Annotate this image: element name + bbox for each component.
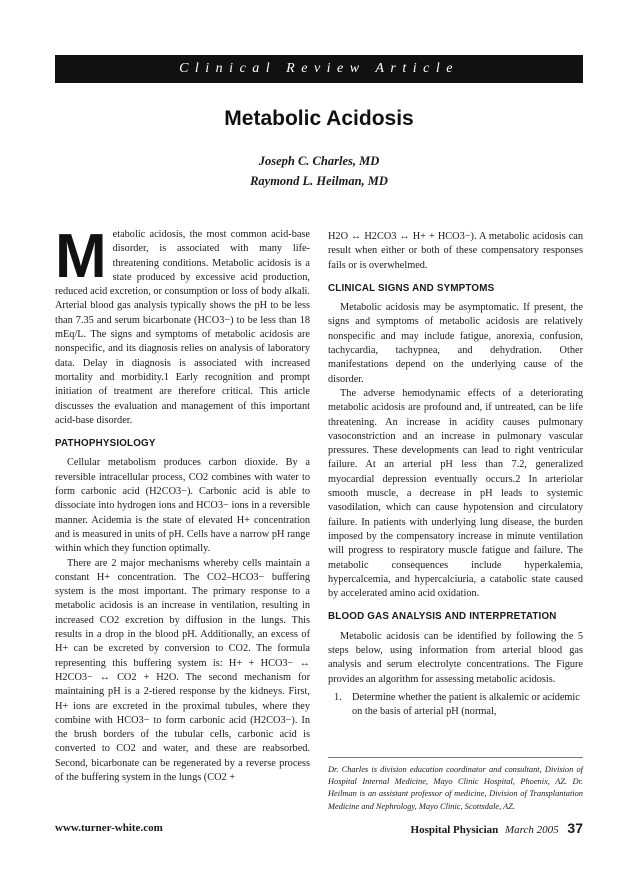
intro-paragraph bbox=[55, 222, 310, 428]
article-type-label: Clinical Review Article bbox=[179, 61, 459, 76]
paragraph: Cellular metabolism produces carbon dioxide. By a reversible intracellular process, CO2 combines with water to form carbonic acid (H2CO3−). Carbonic acid is able to dissociate into hydrogen ions and HCO3− ions in a reversible manner. Acidemia is the state of elevated H+ concentration and is measured in units of pH. Cells have a narrow pH range within which they function optimally. bbox=[55, 457, 310, 555]
section-heading-pathophysiology: PATHOPHYSIOLOGY bbox=[55, 438, 156, 450]
footnote-divider bbox=[328, 757, 583, 758]
right-column bbox=[328, 230, 583, 720]
paragraph: Metabolic acidosis may be asymptomatic. If present, the signs and symptoms of metabolic acidosis are relatively nonspecific and may include fatigue, anorexia, confusion, tachycardia, tachypnea, and dehydration. Other manifestations depend on the underlying cause of the disorder. bbox=[328, 302, 583, 385]
article-type-banner bbox=[55, 55, 583, 83]
paragraph: The adverse hemodynamic effects of a deteriorating metabolic acidosis are profound and, if untreated, can be life threatening. An increase in acidity causes pulmonary vasoconstriction and an increase in pulmonary vascular pressures. These developments can lead to right ventricular failure. At an arterial pH less than 7.2, generalized myocardial depression eventually occurs.2 In arteriolar smooth muscle, a decrease in pH leads to systemic vasodilation, which can cause hypotension and circulatory failure. In patients with underlying lung disease, the burden imposed by the compensatory increase in minute ventilation will progress to respiratory muscle fatigue and failure. The metabolic consequences include hyperkalemia, hypercalcemia, and hypercalciuria, a catabolic state caused by accelerated amino acid oxidation. bbox=[328, 387, 583, 600]
author-2: Raymond L. Heilman, MD bbox=[250, 174, 388, 188]
list-text: Determine whether the patient is alkalemic or acidemic on the basis of arterial pH (normal, bbox=[352, 691, 580, 718]
footer-url: www.turner-white.com bbox=[55, 822, 163, 834]
section-heading-clinical-signs: CLINICAL SIGNS AND SYMPTOMS bbox=[328, 282, 495, 294]
paragraph-continued: H2O ↔ H2CO3 ↔ H+ + HCO3−). A metabolic acidosis can result when either or both of these compensatory responses fails or is overwhelmed. bbox=[328, 231, 583, 271]
page-number: 37 bbox=[567, 820, 583, 836]
issue-date: March 2005 bbox=[505, 824, 559, 836]
footer-journal-info bbox=[411, 820, 583, 836]
intro-text: etabolic acidosis, the most common acid-base disorder, is associated with many life-threatening conditions. Metabolic acidosis is a state produced by excessive acid production, reduced acid excretion, or consumption or loss of body alkali. Arterial blood gas analysis typically shows the pH to be less than 7.35 and serum bicarbonate (HCO3−) to be less than 18 mEq/L. The signs and symptoms of metabolic acidosis are nonspecific, and its diagnosis relies on analysis of laboratory data. Delay in diagnosis is associated with increased mortality and morbidity.1 Early recognition and prompt initiation of treatment are therefore critical. This article discusses the evaluation and management of this important acid-base disorder. bbox=[55, 229, 310, 426]
article-title: Metabolic Acidosis bbox=[224, 107, 414, 130]
drop-cap: M bbox=[55, 222, 107, 291]
list-number: 1. bbox=[334, 691, 342, 703]
left-column bbox=[55, 222, 310, 785]
list-item bbox=[328, 691, 583, 720]
paragraph: Metabolic acidosis can be identified by following the 5 steps below, using information from arterial blood gas analysis and serum electrolyte concentrations. The Figure provides an algorithm for assessing metabolic acidosis. bbox=[328, 630, 583, 685]
section-heading-blood-gas: BLOOD GAS ANALYSIS AND INTERPRETATION bbox=[328, 611, 557, 623]
journal-name: Hospital Physician bbox=[410, 824, 499, 836]
paragraph: There are 2 major mechanisms whereby cells maintain a constant H+ concentration. The CO2–HCO3− buffering system is the most important. The primary response to a metabolic acidosis is an increase in ventilation, resulting in increased CO2 excretion by diffusion in the lungs. This results in a drop in the blood pH. Additionally, an excess of H+ can be excreted by conversion to CO2. The formula representing this buffering system is: H+ + HCO3− ↔ H2CO3− ↔ CO2 + H2O. The second mechanism for maintaining pH is a 2-tiered response by the kidneys. First, H+ ions are excreted in the proximal tubules, where they combine with HCO3− to form carbonic acid (H2CO3−). In the brush borders of the tubular cells, carbonic acid is converted to CO2 and water, and these are reabsorbed. Second, bicarbonate can be regenerated by a reverse process of the buffering system in the lungs (CO2 + bbox=[55, 557, 310, 783]
author-affiliations-footnote: Dr. Charles is division education coordinator and consultant, Division of Hospital Internal Medicine, Mayo Clinic Hospital, Phoenix, AZ. Dr. Heilman is an assistant professor of medicine, Division of Transplantation Medicine and Nephrology, Mayo Clinic, Scottsdale, AZ. bbox=[328, 765, 583, 811]
author-1: Joseph C. Charles, MD bbox=[258, 154, 380, 168]
